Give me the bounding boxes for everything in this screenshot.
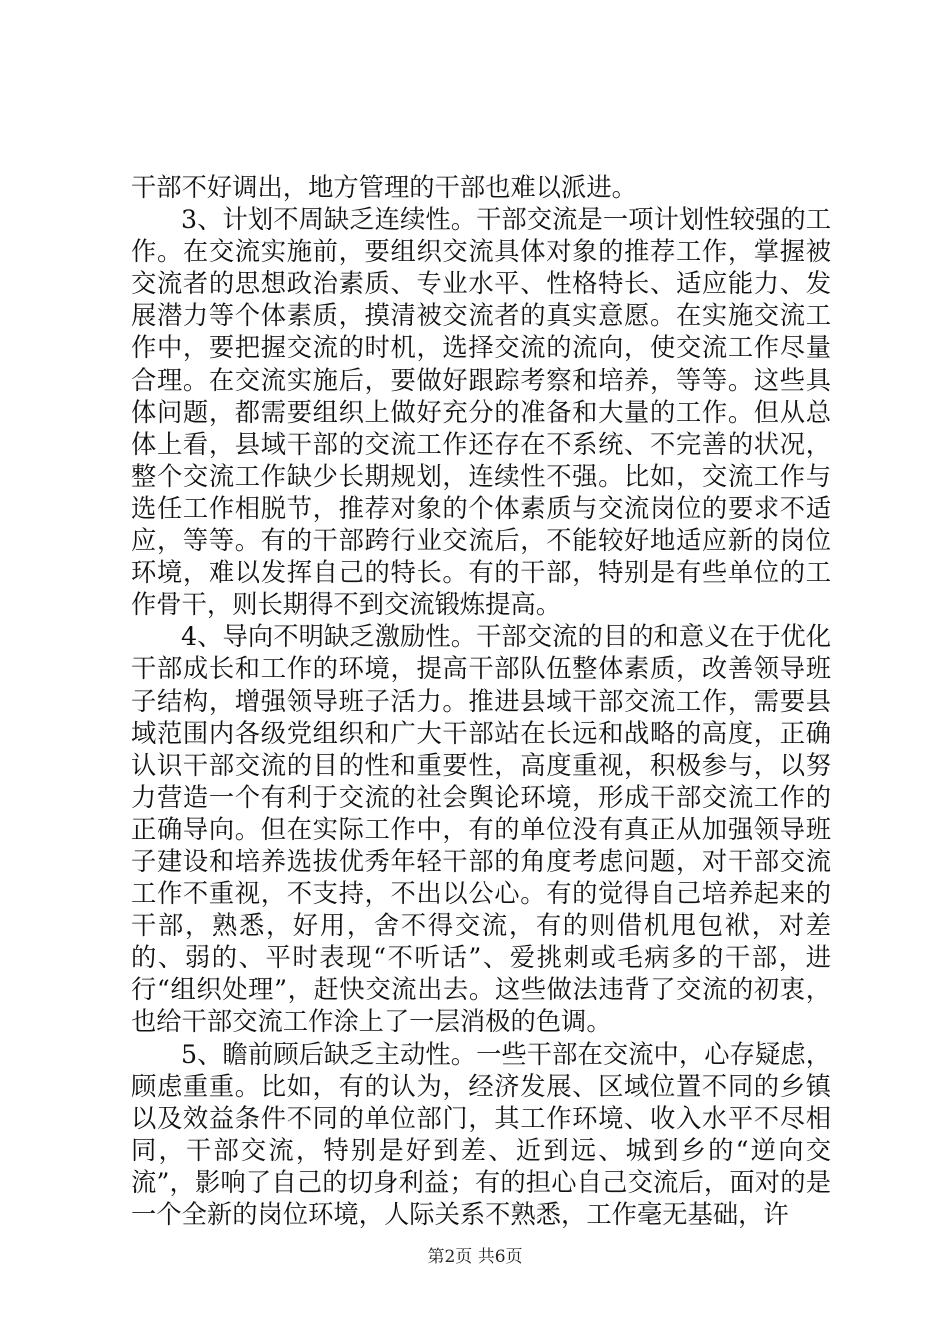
paragraph-item-5: 5、瞻前顾后缺乏主动性。一些干部在交流中，心存疑虑，顾虑重重。比如，有的认为，经济发展、区域位置不同的乡镇以及效益条件不同的单位部门，其工作环境、收入水平不尽相同，干部交流，特别是好到差、近到远、城到乡的“逆向交流”，影响了自己的切身利益；有的担心自己交流后，面对的是一个全新的岗位环境，人际关系不熟悉，工作毫无基础，许	[131, 1039, 831, 1229]
paragraph-continuation: 干部不好调出，地方管理的干部也难以派进。	[131, 173, 637, 202]
document-body	[131, 172, 831, 1231]
paragraph-item-4: 4、导向不明缺乏激励性。干部交流的目的和意义在于优化干部成长和工作的环境，提高干部队伍整体素质，改善领导班子结构，增强领导班子活力。推进县域干部交流工作，需要县域范围内各级党组织和广大干部站在长远和战略的高度，正确认识干部交流的目的性和重要性，高度重视，积极参与，以努力营造一个有利于交流的社会舆论环境，形成干部交流工作的正确导向。但在实际工作中，有的单位没有真正从加强领导班子建设和培养选拔优秀年轻干部的角度考虑问题，对干部交流工作不重视，不支持，不出以公心。有的觉得自己培养起来的干部，熟悉，好用，舍不得交流，有的则借机甩包袱，对差的、弱的、平时表现“不听话”、爱挑刺或毛病多的干部，进行“组织处理”，赶快交流出去。这些做法违背了交流的初衷，也给干部交流工作涂上了一层消极的色调。	[131, 622, 831, 1037]
paragraph-item-3: 3、计划不周缺乏连续性。干部交流是一项计划性较强的工作。在交流实施前，要组织交流具体对象的推荐工作，掌握被交流者的思想政治素质、专业水平、性格特长、适应能力、发展潜力等个体素质，摸清被交流者的真实意愿。在实施交流工作中，要把握交流的时机，选择交流的流向，使交流工作尽量合理。在交流实施后，要做好跟踪考察和培养，等等。这些具体问题，都需要组织上做好充分的准备和大量的工作。但从总体上看，县域干部的交流工作还存在不系统、不完善的状况，整个交流工作缺少长期规划，连续性不强。比如，交流工作与选任工作相脱节，推荐对象的个体素质与交流岗位的要求不适应，等等。有的干部跨行业交流后，不能较好地适应新的岗位环境，难以发挥自己的特长。有的干部，特别是有些单位的工作骨干，则长期得不到交流锻炼提高。	[131, 205, 831, 620]
page-number-footer: 第2页 共6页	[427, 1247, 523, 1267]
